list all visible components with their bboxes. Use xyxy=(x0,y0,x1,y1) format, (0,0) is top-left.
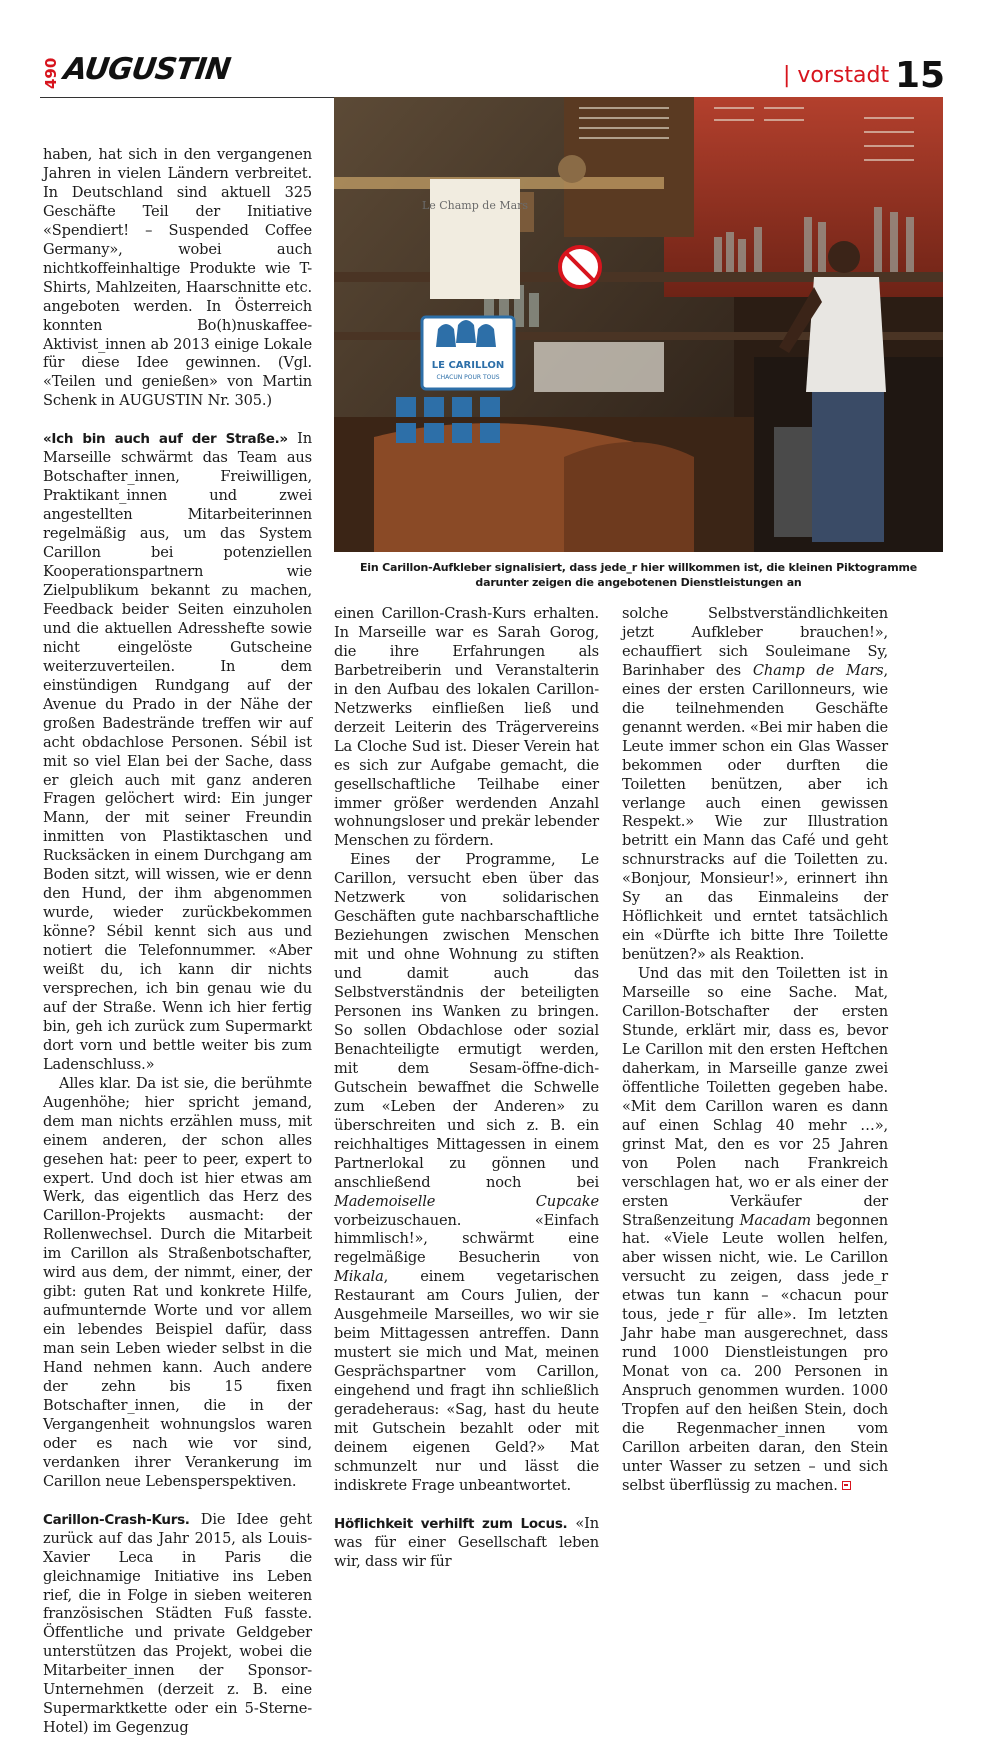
paragraph xyxy=(43,1511,312,1738)
paragraph-text: begonnen hat. «Viele Leute wollen helfen, aber wissen nicht, wie. Le Carillon versucht zu zeigen, dass jede_r etwas tun kann – «chacun pour tous, jede_r für alle». Im letzten Jahr habe man ausgerechnet, dass rund 1000 Dienstleistungen pro Monat von ca. 200 Personen in Anspruch genommen wurden. 1000 Tropfen auf den heißen Stein, doch die Regenmacher_innen vom Carillon arbeiten daran, den Stein unter Wasser zu setzen – und sich selbst überflüssig zu machen. xyxy=(622,1211,888,1494)
issue-number: 490 xyxy=(42,57,60,89)
page-header xyxy=(0,0,1000,100)
paragraph: Alles klar. Da ist sie, die berühmte Augenhöhe; hier spricht jemand, dem man nichts erzählen muss, mit einem anderen, der schon alles gesehen hat: peer to peer, expert to expert. Und doch ist hier etwas am Werk, das eigentlich das Herz des Carillon-Projekts ausmacht: der Rollenwechsel. Durch die Mitarbeit im Carillon als Straßenbotschafter, wird aus dem, der nimmt, einer, der gibt: guten Rat und konkrete Hilfe, aufmunternde Worte und vor allem ein lebendes Beispiel dafür, dass man sein Leben wieder selbst in die Hand nehmen kann. Auch andere der zehn bis 15 fixen Botschafter_innen, die in der Vergangenheit wohnungslos waren oder es nach wie vor sind, verdanken ihrer Verankerung im Carillon neue Lebensperspektiven. xyxy=(43,1074,312,1490)
column-3 xyxy=(622,605,888,1496)
paragraph-text: vorbeizuschauen. «Einfach himmlisch!», schwärmt eine regelmäßige Besucherin von xyxy=(334,1211,599,1267)
paragraph: einen Carillon-Crash-Kurs erhalten. In Marseille war es Sarah Gorog, die ihre Erfahrungen als Barbetreiberin und Veranstalterin in den Aufbau des lokalen Carillon-Netzwerks einfließen ließ und derzeit Leiterin des Trägervereins La Cloche Sud ist. Dieser Verein hat es sich zur Aufgabe gemacht, die gesellschaftliche Teilhabe einer immer größer werdenden Anzahl wohnungsloser und prekär lebender Menschen zu fördern. xyxy=(334,605,599,850)
column-2 xyxy=(334,605,599,1572)
paragraph xyxy=(43,430,312,1074)
paragraph xyxy=(622,605,888,965)
subheading: Carillon-Crash-Kurs. xyxy=(43,1511,190,1528)
paragraph-text: Eines der Programme, Le Carillon, versucht eben über das Netzwerk von solidarischen Geschäften gute nachbarschaftliche Beziehungen zwischen Menschen mit und ohne Wohnung zu stiften und damit auch das Selbstverständnis der beteiligten Personen ins Wanken zu bringen. So sollen Obdachlose oder sozial Benachteiligte ermutigt werden, mit dem Sesam-öffne-dich-Gutschein bewaffnet die Schwelle zum «Leben der Anderen» zu überschreiten und sich z. B. ein reichhaltiges Mittagessen in einem Partnerlokal zu gönnen und anschließend noch bei xyxy=(334,851,599,1191)
magazine-logo: AUGUSTIN xyxy=(61,52,233,87)
page-number: 15 xyxy=(895,55,946,96)
italic-name: Champ de Mars xyxy=(752,661,884,679)
column-1 xyxy=(43,146,312,1738)
subheading: «Ich bin auch auf der Straße.» xyxy=(43,431,288,448)
sticker-small-text: Le Champ de Mars xyxy=(421,199,529,212)
paragraph xyxy=(334,851,599,1495)
paragraph-text: In Marseille schwärmt das Team aus Botschafter_innen, Freiwilligen, Praktikant_innen und zwei angestellten Mitarbeiterinnen regelmäßig aus, um das System Carillon bei potenziellen Kooperationspartnern wie Zielpublikum bekannt zu machen, Feedback beider Seiten einzuholen und die aktuellen Adresshefte sowie nicht eingelöste Gutscheine weiterzuverteilen. In dem einstündigen Rundgang auf der Avenue du Prado in der Nähe der großen Badestrände treffen wir auf acht obdachlose Personen. Sébil ist mit so viel Elan bei der Sache, dass er gleich auch mit ganz anderen Fragen gelöchert wird: Ein junger Mann, der mit seiner Freundin inmitten von Plastiktaschen und Rucksäcken in einem Durchgang am Boden sitzt, will wissen, wie er denn den Hund, der ihm abgenommen wurde, wieder zurückbekommen könne? Sébil kennt sich aus und notiert die Telefonnummer. «Aber weißt du, ich kann dir nichts versprechen, ich bin genau wie du auf der Straße. Wenn ich hier fertig bin, geh ich zurück zum Supermarkt dort vorn und bettle weiter bis zum Ladenschluss.» xyxy=(43,430,312,1073)
paragraph-text: Die Idee geht zurück auf das Jahr 2015, als Louis-Xavier Leca in Paris die gleichnamige Initiative ins Leben rief, die in Folge in sieben weiteren französischen Städten Fuß fasste. Öffentliche und private Geldgeber unterstützen das Projekt, wobei die Mitarbeiter_innen der Sponsor-Unternehmen (derzeit z. B. eine Supermarktkette oder ein 5-Sterne-Hotel) im Gegenzug xyxy=(43,1510,312,1737)
italic-name: Mikala xyxy=(334,1268,384,1286)
paragraph-text: solche Selbstverständlichkeiten jetzt Aufkleber brauchen!», echauffiert sich Souleimane Sy, Barinhaber des xyxy=(622,605,888,679)
paragraph-text: , eines der ersten Carillonneurs, wie die teilnehmenden Geschäfte genannt werden. «Bei mir haben die Leute immer schon ein Glas Wasser bekommen oder durften die Toiletten benützen, aber ich verlange auch einen gewissen Respekt.» Wie zur Illustration betritt ein Mann das Café und geht schnurstracks auf die Toiletten zu. «Bonjour, Monsieur!», erinnert ihn Sy an das Einmaleins der Höflichkeit und erntet tatsächlich ein «Dürfte ich bitte Ihre Toilette benützen?» als Reaktion. xyxy=(622,661,888,964)
end-mark-icon xyxy=(842,1481,851,1490)
italic-name: Macadam xyxy=(739,1211,811,1229)
paragraph xyxy=(334,1515,599,1572)
sticker-brand: LE CARILLON xyxy=(431,360,505,371)
paragraph: haben, hat sich in den vergangenen Jahren in vielen Ländern verbreitet. In Deutschland sind aktuell 325 Geschäfte Teil der Initiative «Spendiert! – Suspended Coffee Germany», wobei auch nichtkoffeinhaltige Produkte wie T-Shirts, Mahlzeiten, Haarschnitte etc. angeboten werden. In Österreich konnten Bo(h)nuskaffee-Aktivist_innen ab 2013 einige Lokale für diese Idee gewinnen. (Vgl. «Teilen und genießen» von Martin Schenk in AUGUSTIN Nr. 305.) xyxy=(43,146,312,410)
article-photo xyxy=(334,97,943,552)
paragraph-text: Und das mit den Toiletten ist in Marseille so eine Sache. Mat, Carillon-Botschafter der ersten Stunde, erklärt mir, dass es, bevor Le Carillon mit den ersten Heftchen daherkam, in Marseille ganze zwei öffentliche Toiletten gegeben habe. «Mit dem Carillon waren es dann auf einen Schlag 40 mehr …», grinst Mat, den es vor 25 Jahren von Polen nach Frankreich verschlagen hat, wo er als einer der ersten Verkäufer der Straßenzeitung xyxy=(622,965,888,1229)
subheading: Höflichkeit verhilft zum Locus. xyxy=(334,1515,568,1532)
paragraph-text: , einem vegetarischen Restaurant am Cours Julien, der Ausgehmeile Marseilles, wo wir sie beim Mittagessen antreffen. Dann mustert sie mich und Mat, meinen Gesprächspartner vom Carillon, eingehend und fragt ihn schließlich geradeheraus: «Sag, hast du heute mit Gutschein bezahlt oder mit deinem eigenen Geld?» Mat schmunzelt nur und lässt die indiskrete Frage unbeantwortet. xyxy=(334,1268,599,1494)
sticker-tagline: CHACUN POUR TOUS xyxy=(436,374,500,381)
paragraph xyxy=(622,965,888,1496)
cafe-photo-illustration xyxy=(334,97,943,552)
section-label: | vorstadt xyxy=(783,63,890,88)
italic-name: Mademoiselle Cupcake xyxy=(334,1192,599,1210)
photo-caption: Ein Carillon-Aufkleber signalisiert, dass jede_r hier willkommen ist, die kleinen Piktogramme darunter zeigen die angebotenen Dienstleistungen an xyxy=(359,561,918,589)
paragraph-text: «In was für einer Gesellschaft leben wir, dass wir für xyxy=(334,1514,599,1570)
